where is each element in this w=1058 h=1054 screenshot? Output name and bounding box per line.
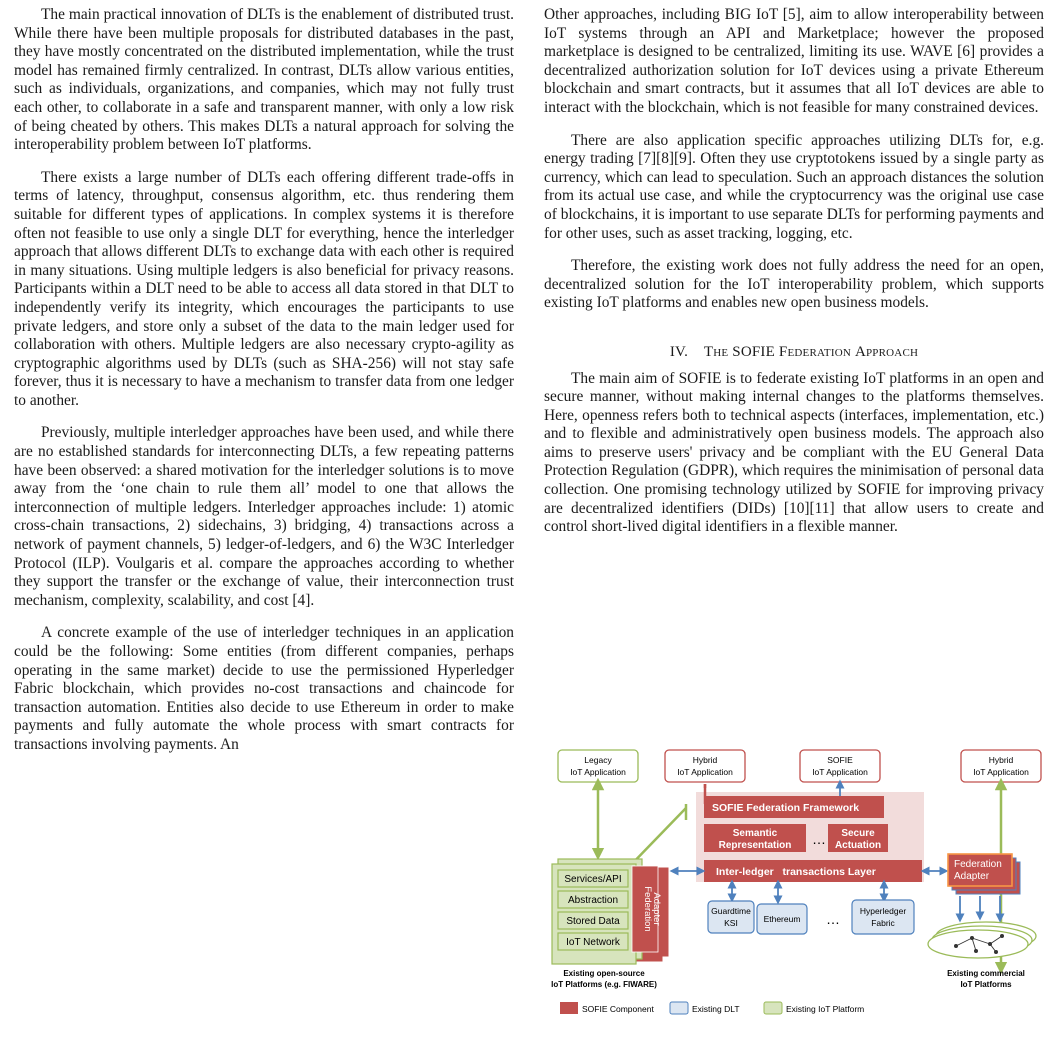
svg-text:Inter-ledger transactions La: Inter-ledger transactions Layer — [716, 866, 876, 878]
svg-text:SOFIE Federation Framework: SOFIE Federation Framework — [712, 802, 860, 814]
semantic-representation-box — [704, 824, 806, 852]
layer-services-api: Services/API — [564, 874, 622, 885]
paragraph: The main practical innovation of DLTs is the enablement of distributed trust. While there have been multiple proposals for distributed databases in the past, they have mostly concentrated on the distributed implementation, while the trust model has remained firmly centralized. In contrast, DLTs allow various entities, such as individuals, organizations, and companies, which may not fully trust each other, to collaborate in a safe and transparent manner, with only a low risk of being cheated by others. This makes DLTs a natural approach for solving the interoperability problem between IoT platforms. — [14, 6, 514, 154]
svg-text:Existing open-source: Existing open-source — [563, 969, 645, 978]
interledger-layer-box — [704, 860, 922, 882]
legend-swatch-sofie — [560, 1002, 578, 1014]
commercial-label — [947, 969, 1025, 989]
svg-text:Guardtime: Guardtime — [711, 906, 751, 916]
architecture-diagram — [546, 748, 1046, 1048]
svg-text:Hybrid: Hybrid — [692, 755, 718, 765]
hybrid-app-box-right — [961, 750, 1041, 782]
svg-text:Representation: Representation — [718, 840, 792, 851]
open-source-label — [551, 969, 657, 989]
legend-sofie-label: SOFIE Component — [582, 1004, 654, 1014]
svg-text:IoT Platforms: IoT Platforms — [960, 980, 1012, 989]
legend — [560, 1002, 864, 1014]
svg-text:Hyperledger: Hyperledger — [859, 906, 907, 916]
svg-text:Existing commercial: Existing commercial — [947, 969, 1025, 978]
section-number: IV. — [669, 343, 689, 360]
svg-text:Legacy: Legacy — [584, 755, 612, 765]
svg-text:Actuation: Actuation — [834, 840, 882, 851]
svg-text:Secure: Secure — [841, 828, 875, 839]
legacy-app-box — [558, 750, 638, 782]
svg-text:IoT Application: IoT Application — [677, 767, 733, 777]
layer-iot-network: IoT Network — [566, 937, 620, 948]
paragraph: Therefore, the existing work does not fully address the need for an open, decentralized solution for the IoT interoperability problem, which supports existing IoT platforms and enables new open business models. — [544, 257, 1044, 312]
paragraph: Previously, multiple interledger approaches have been used, and while there are no established standards for interconnecting DLTs, a few repeating patterns have been observed: a shared motivation for the interledger solutions is to move away from the ‘one chain to rule them all’ model to one that allows the interconnection of multiple ledgers. Interledger approaches include: 1) atomic cross-chain transactions, 2) sidechains, 3) bridging, 4) transactions across a network of payment channels, 5) ledger-of-ledgers, and 6) the W3C Interledger Protocol (ILP). Voulgaris et al. compare the approaches according to whether they support the transfer or the exchange of value, their interconnection trust mechanism, complexity, scalability, and cost [4]. — [14, 424, 514, 609]
right-federation-adapter — [948, 854, 1020, 894]
framework-box — [704, 796, 884, 818]
legend-swatch-dlt — [670, 1002, 688, 1014]
paragraph: Other approaches, including BIG IoT [5], aim to allow interoperability between IoT systems through an API and Marketplace; however the proposed marketplace is designed to be centralized, limiting its use. WAVE [6] provides a decentralized authorization solution for IoT devices using a private Ethereum blockchain and smart contracts, but it assumes that all IoT devices are able to interact with the blockchain, which is not feasible for many constrained devices. — [544, 6, 1044, 116]
hybrid-app-box-left — [665, 750, 745, 782]
left-column — [14, 6, 514, 755]
section-heading: IV. The SOFIE Federation Approach — [669, 343, 919, 360]
svg-text:IoT Application: IoT Application — [570, 767, 626, 777]
ethereum-box — [757, 904, 807, 934]
paragraph: There are also application specific approaches utilizing DLTs for, e.g. energy trading [7][8][9]. Often they use cryptotokens issued by a single party as currency, which can lead to speculation. Such an approach distances the solution from its actual use case, and while the cryptocurrency was the original use case of blockchains, it is important to use separate DLTs for performing payments and for other uses, such as asset tracking, logging, etc. — [544, 131, 1044, 242]
legend-platform-label: Existing IoT Platform — [786, 1004, 865, 1014]
secure-actuation-box — [828, 824, 888, 852]
svg-text:Fabric: Fabric — [871, 918, 895, 928]
svg-text:Semantic: Semantic — [732, 828, 778, 839]
svg-text:Hybrid: Hybrid — [988, 755, 1014, 765]
architecture-figure — [546, 748, 1046, 1048]
sofie-app-box — [800, 750, 880, 782]
layer-stored-data: Stored Data — [566, 916, 620, 927]
federation-adapter-vertical: Federation — [642, 886, 653, 932]
svg-text:SOFIE: SOFIE — [827, 755, 853, 765]
svg-text:IoT Application: IoT Application — [973, 767, 1029, 777]
right-column — [544, 6, 1044, 551]
guardtime-ksi-box — [708, 901, 754, 933]
svg-text:Adapter: Adapter — [954, 871, 990, 882]
legend-swatch-platform — [764, 1002, 782, 1014]
commercial-platform-cloud — [928, 922, 1036, 958]
svg-text:Ethereum: Ethereum — [763, 914, 801, 924]
dlt-ellipsis: … — [826, 911, 840, 927]
svg-text:IoT Application: IoT Application — [812, 767, 868, 777]
layer-abstraction: Abstraction — [567, 895, 619, 906]
svg-text:KSI: KSI — [724, 918, 738, 928]
svg-text:Adapter: Adapter — [651, 892, 662, 926]
ellipsis: … — [812, 831, 826, 847]
legend-dlt-label: Existing DLT — [692, 1004, 740, 1014]
svg-text:Federation: Federation — [954, 859, 1002, 870]
paragraph: A concrete example of the use of interledger techniques in an application could be the following: Some entities (from different companies, perhaps operating in the same market) decide to use the permissioned Hyperledger Fabric blockchain, which provides no-cost transactions and chaincode for transaction automation. Entities also decide to use Ethereum in order to make payments and fully automate the whole process with smart contracts for transactions involving payments. An — [14, 624, 514, 753]
hyperledger-fabric-box — [852, 900, 914, 934]
open-source-platform-stack — [552, 859, 668, 964]
paragraph: There exists a large number of DLTs each offering different trade-offs in terms of latency, throughput, consensus algorithm, etc. thus rendering them suitable for different types of applications. In complex systems it is therefore often not feasible to use only a single DLT for everything, hence the interledger approach that allows different DLTs to exchange data with each other is required in many situations. Using multiple ledgers is also beneficial for privacy reasons. Participants within a DLT need to be able to access all data stored in that DLT to independently verify its integrity, which encourages the participants to use private ledgers, and store only a subset of the data to the main ledger used for collaboration with others. Multiple ledgers are also necessary crypto-agility as cryptographic algorithms used by DLTs (such as SHA-256) will not stay safe forever, thus it is necessary to have a mechanism to transfer data from one ledger to another. — [14, 168, 514, 409]
svg-text:IoT Platforms (e.g. FIWARE): IoT Platforms (e.g. FIWARE) — [551, 980, 657, 989]
paragraph: The main aim of SOFIE is to federate existing IoT platforms in an open and secure manner, without making internal changes to the platforms themselves. Here, openness refers both to technical aspects (interfaces, implementation, etc.) and to flexible and administratively open business models. The approach also aims to preserve users' privacy and be compliant with the EU General Data Protection Regulation (GDPR), which requires the minimisation of personal data collection. One promising technology utilized by SOFIE for improving privacy are decentralized identifiers (DIDs) [10][11] that allow users to create and control short-lived digital identifiers in a flexible manner. — [544, 369, 1044, 536]
